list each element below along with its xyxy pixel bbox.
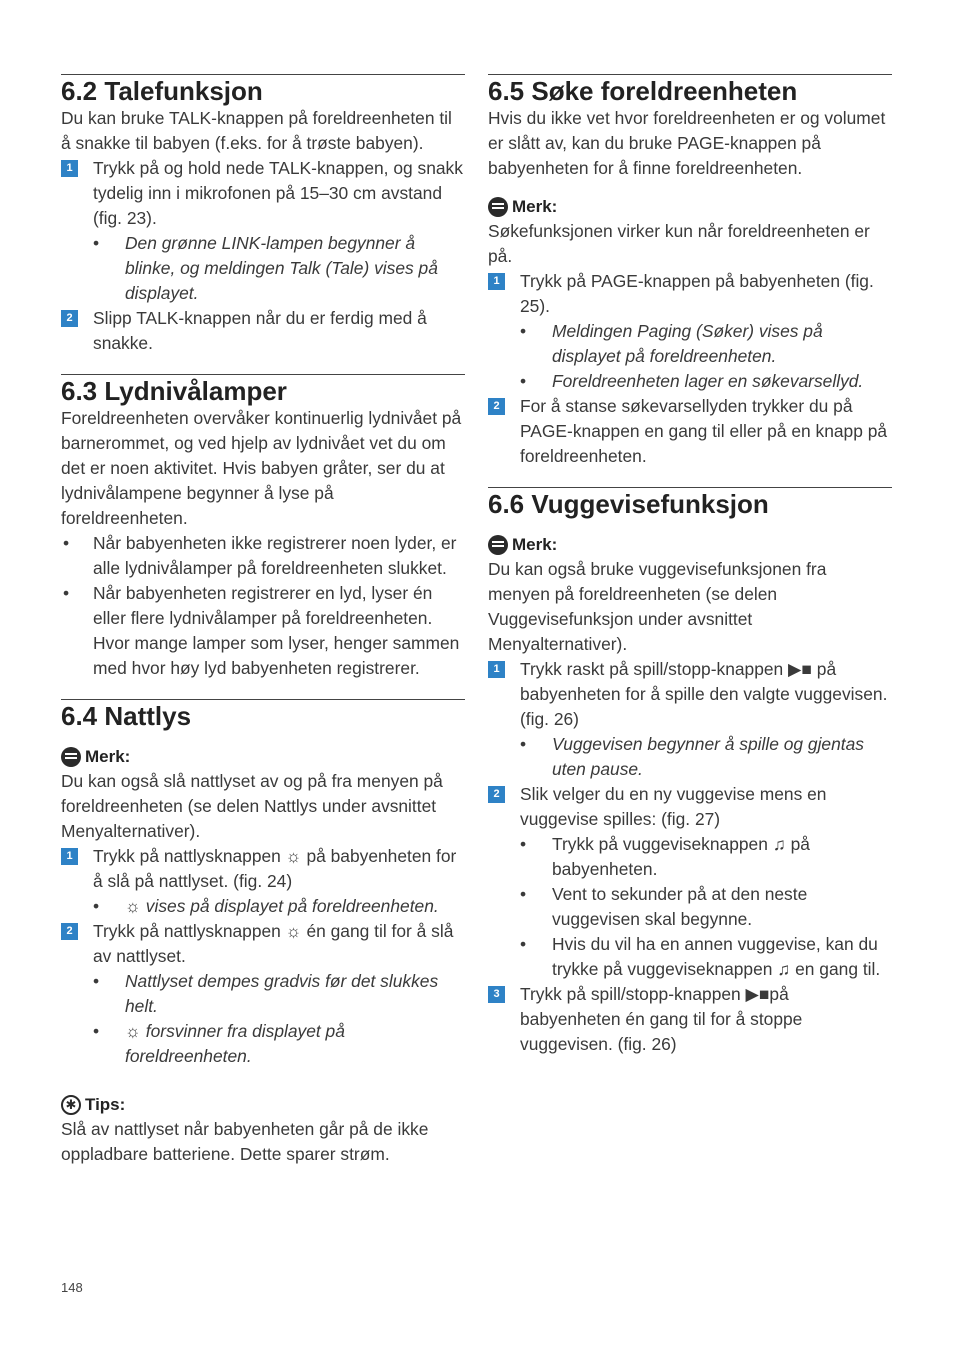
- section-6-4: [61, 699, 465, 1167]
- step-2: 2 Slik velger du en ny vuggevise mens en vuggevise spilles: (fig. 27): [488, 782, 892, 832]
- list-item: • Når babyenheten registrerer en lyd, lyser én eller flere lydnivålamper på foreldreenheten. Hvor mange lamper som lyser, henger sammen med hvor høy lyd babyenheten registrerer.: [63, 583, 460, 678]
- step-number: 3: [488, 986, 505, 1003]
- tip-heading: ✱ Tips:: [61, 1093, 465, 1117]
- step-result: • Nattlyset dempes gradvis før det slukkes helt.: [93, 971, 439, 1016]
- step-number: 2: [61, 923, 78, 940]
- step-result: • Meldingen Paging (Søker) vises på displayet på foreldreenheten.: [520, 321, 823, 366]
- step-3: 3 Trykk på spill/stopp-knappen ▶■på babyenheten én gang til for å stoppe vuggevisen. (fig. 26): [488, 982, 892, 1057]
- step-2: 2 For å stanse søkevarsellyden trykker du på PAGE-knappen en gang til eller på en knapp på foreldreenheten.: [488, 394, 892, 469]
- note-text: Du kan også bruke vuggevisefunksjonen fra menyen på foreldreenheten (se delen Vuggevisefunksjon under avsnittet Menyalternativer).: [488, 559, 827, 654]
- section-6-5: [488, 74, 892, 469]
- section-title: 6.3 Lydnivålamper: [61, 376, 287, 406]
- step-1: 1 Trykk på og hold nede TALK-knappen, og snakk tydelig inn i mikrofonen på 15–30 cm avstand (fig. 23).: [61, 156, 465, 231]
- step-number: 2: [61, 310, 78, 327]
- list-item: • Vent to sekunder på at den neste vuggevisen skal begynne.: [520, 884, 808, 929]
- tip-text: Slå av nattlyset når babyenheten går på de ikke oppladbare batteriene. Dette sparer strøm.: [61, 1119, 429, 1164]
- note-heading: Merk:: [61, 745, 465, 769]
- page-number: 148: [61, 1280, 83, 1295]
- section-title: 6.6 Vuggevisefunksjon: [488, 489, 769, 519]
- step-number: 1: [61, 848, 78, 865]
- step-number: 2: [488, 398, 505, 415]
- step-number: 1: [488, 273, 505, 290]
- list-item: • Trykk på vuggeviseknappen ♫ på babyenheten.: [520, 834, 810, 879]
- note-icon: [488, 197, 508, 217]
- step-1: 1 Trykk på PAGE-knappen på babyenheten (fig. 25).: [488, 269, 892, 319]
- step-result: • ☼ vises på displayet på foreldreenheten.: [93, 896, 439, 916]
- section-intro: Foreldreenheten overvåker kontinuerlig lydnivået på barnerommet, og ved hjelp av lydnivået vet du om det er noen aktivitet. Hvis babyen gråter, ser du at lydnivålampene begynner å lyse på foreldreenheten.: [61, 408, 462, 528]
- step-result: • Foreldreenheten lager en søkevarsellyd.: [520, 371, 864, 391]
- section-intro: Du kan bruke TALK-knappen på foreldreenheten til å snakke til babyen (f.eks. for å trøste babyen).: [61, 108, 452, 153]
- step-1: 1 Trykk raskt på spill/stopp-knappen ▶■ på babyenheten for å spille den valgte vuggevisen. (fig. 26): [488, 657, 892, 732]
- step-result: • Vuggevisen begynner å spille og gjentas uten pause.: [520, 734, 864, 779]
- note-text: Søkefunksjonen virker kun når foreldreenheten er på.: [488, 221, 870, 266]
- note-icon: [61, 747, 81, 767]
- section-intro: Hvis du ikke vet hvor foreldreenheten er og volumet er slått av, kan du bruke PAGE-knappen på babyenheten for å finne foreldreenheten.: [488, 108, 886, 178]
- left-column: [61, 74, 465, 1167]
- section-6-6: [488, 487, 892, 1057]
- step-2: 2 Slipp TALK-knappen når du er ferdig med å snakke.: [61, 306, 465, 356]
- step-2: 2 Trykk på nattlysknappen ☼ én gang til for å slå av nattlyset.: [61, 919, 465, 969]
- section-title: 6.2 Talefunksjon: [61, 76, 263, 106]
- list-item: • Når babyenheten ikke registrerer noen lyder, er alle lydnivålamper på foreldreenheten slukket.: [63, 533, 457, 578]
- note-text: Du kan også slå nattlyset av og på fra menyen på foreldreenheten (se delen Nattlys under avsnittet Menyalternativer).: [61, 771, 443, 841]
- note-icon: [488, 535, 508, 555]
- section-title: 6.4 Nattlys: [61, 701, 192, 731]
- section-title: 6.5 Søke foreldreenheten: [488, 76, 798, 106]
- step-1: 1 Trykk på nattlysknappen ☼ på babyenheten for å slå på nattlyset. (fig. 24): [61, 844, 465, 894]
- note-heading: Merk:: [488, 533, 892, 557]
- list-item: • Hvis du vil ha en annen vuggevise, kan du trykke på vuggeviseknappen ♫ en gang til.: [520, 934, 881, 979]
- right-column: [488, 74, 892, 1057]
- step-number: 1: [61, 160, 78, 177]
- step-result: • ☼ forsvinner fra displayet på foreldreenheten.: [93, 1021, 345, 1066]
- section-6-2: [61, 74, 465, 356]
- step-number: 2: [488, 786, 505, 803]
- note-heading: Merk:: [488, 195, 892, 219]
- step-number: 1: [488, 661, 505, 678]
- tip-icon: ✱: [61, 1095, 81, 1115]
- step-result: • Den grønne LINK-lampen begynner å blinke, og meldingen Talk (Tale) vises på displayet.: [93, 233, 438, 303]
- section-6-3: [61, 374, 465, 681]
